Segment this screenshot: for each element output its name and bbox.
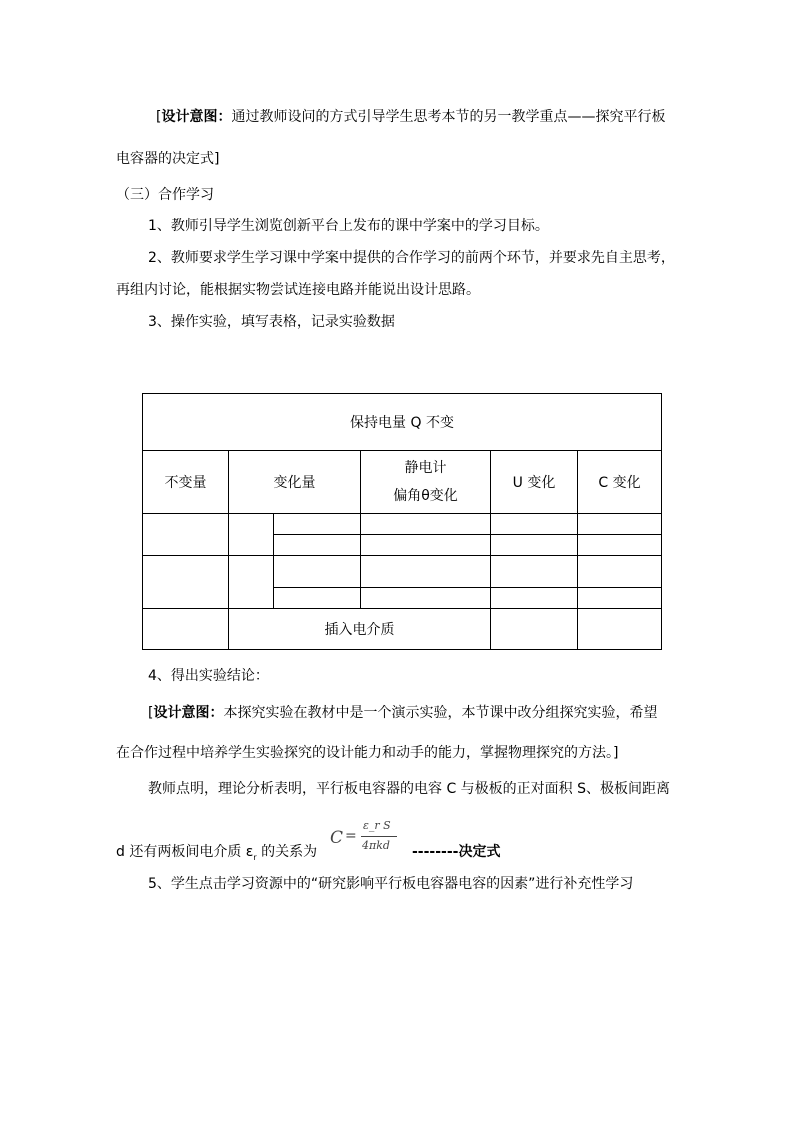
subscript: r bbox=[253, 852, 257, 862]
item-1: 1、教师引导学生浏览创新平台上发布的课中学案中的学习目标。 bbox=[148, 218, 549, 234]
table-cell bbox=[229, 556, 274, 609]
formula-lhs: C bbox=[330, 828, 344, 848]
colon: ： bbox=[209, 705, 224, 721]
table-cell bbox=[491, 556, 578, 588]
item-5: 5、学生点击学习资源中的“研究影响平行板电容器电容的因素”进行补充性学习 bbox=[148, 876, 634, 892]
table-cell bbox=[361, 514, 491, 535]
col-angle bbox=[361, 451, 491, 514]
item-3: 3、操作实验，填写表格，记录实验数据 bbox=[148, 314, 395, 330]
design-intent-1 bbox=[156, 108, 665, 126]
table-cell bbox=[491, 609, 578, 650]
table-cell bbox=[143, 514, 229, 556]
conclusion-text: 的关系为 bbox=[256, 844, 318, 860]
table-title: 保持电量 Q 不变 bbox=[143, 394, 662, 451]
table-cell bbox=[229, 514, 274, 556]
table-cell bbox=[491, 535, 578, 556]
col-angle-line-1: 静电计 bbox=[404, 460, 447, 476]
formula-numerator: ε_r S bbox=[363, 819, 391, 832]
table-cell bbox=[578, 556, 662, 588]
design-intent-2 bbox=[148, 704, 657, 722]
table-cell bbox=[143, 556, 229, 609]
decisive-formula-label: --------决定式 bbox=[412, 844, 501, 860]
conclusion-text: d 还有两板间电介质 ε bbox=[116, 844, 254, 860]
table-cell bbox=[578, 588, 662, 609]
fraction-bar bbox=[361, 836, 397, 837]
col-u: U 变化 bbox=[491, 451, 578, 514]
experiment-table bbox=[142, 393, 662, 650]
table-cell bbox=[361, 588, 491, 609]
formula-denominator: 4πkd bbox=[362, 839, 390, 852]
table-cell bbox=[361, 535, 491, 556]
table-cell bbox=[578, 514, 662, 535]
item-4: 4、得出实验结论： bbox=[148, 668, 269, 684]
bracket: [ bbox=[156, 109, 162, 125]
formula-eq: = bbox=[345, 828, 357, 844]
item-2-line-2: 再组内讨论，能根据实物尝试连接电路并能说出设计思路。 bbox=[116, 282, 480, 298]
bracket: [ bbox=[148, 705, 154, 721]
design-intent-label: 设计意图 bbox=[153, 705, 210, 721]
design-intent-text: 通过教师设问的方式引导学生思考本节的另一教学重点——探究平行板 bbox=[231, 109, 666, 125]
conclusion-line-2 bbox=[116, 843, 317, 867]
table-cell bbox=[578, 535, 662, 556]
conclusion-line-1: 教师点明，理论分析表明，平行板电容器的电容 C 与极板的正对面积 S、极板间距离 bbox=[148, 781, 671, 797]
table-cell bbox=[578, 609, 662, 650]
insert-dielectric: 插入电介质 bbox=[229, 609, 491, 650]
table-cell bbox=[274, 588, 361, 609]
table-cell bbox=[361, 556, 491, 588]
table-header-row bbox=[143, 451, 662, 514]
col-c: C 变化 bbox=[578, 451, 662, 514]
design-intent-text: 本探究实验在教材中是一个演示实验，本节课中改分组探究实验，希望 bbox=[223, 705, 658, 721]
capacitance-formula bbox=[330, 818, 400, 858]
col-unchanged: 不变量 bbox=[143, 451, 229, 514]
table-cell bbox=[274, 514, 361, 535]
colon: ： bbox=[217, 109, 232, 125]
table-row bbox=[143, 394, 662, 451]
table-cell bbox=[143, 609, 229, 650]
design-intent-label: 设计意图 bbox=[161, 109, 218, 125]
section-heading: （三）合作学习 bbox=[116, 187, 214, 203]
table-cell bbox=[274, 535, 361, 556]
table-cell bbox=[491, 588, 578, 609]
col-angle-line-2: 偏角θ变化 bbox=[393, 488, 458, 504]
design-intent-2-cont: 在合作过程中培养学生实验探究的设计能力和动手的能力，掌握物理探究的方法。] bbox=[116, 745, 619, 761]
table-cell bbox=[491, 514, 578, 535]
table-row bbox=[143, 609, 662, 650]
table-row bbox=[143, 514, 662, 535]
item-2-line-1: 2、教师要求学生学习课中学案中提供的合作学习的前两个环节，并要求先自主思考， bbox=[148, 250, 675, 266]
design-intent-1-cont: 电容器的决定式] bbox=[116, 151, 220, 167]
table-cell bbox=[274, 556, 361, 588]
col-change: 变化量 bbox=[229, 451, 361, 514]
table-row bbox=[143, 556, 662, 588]
